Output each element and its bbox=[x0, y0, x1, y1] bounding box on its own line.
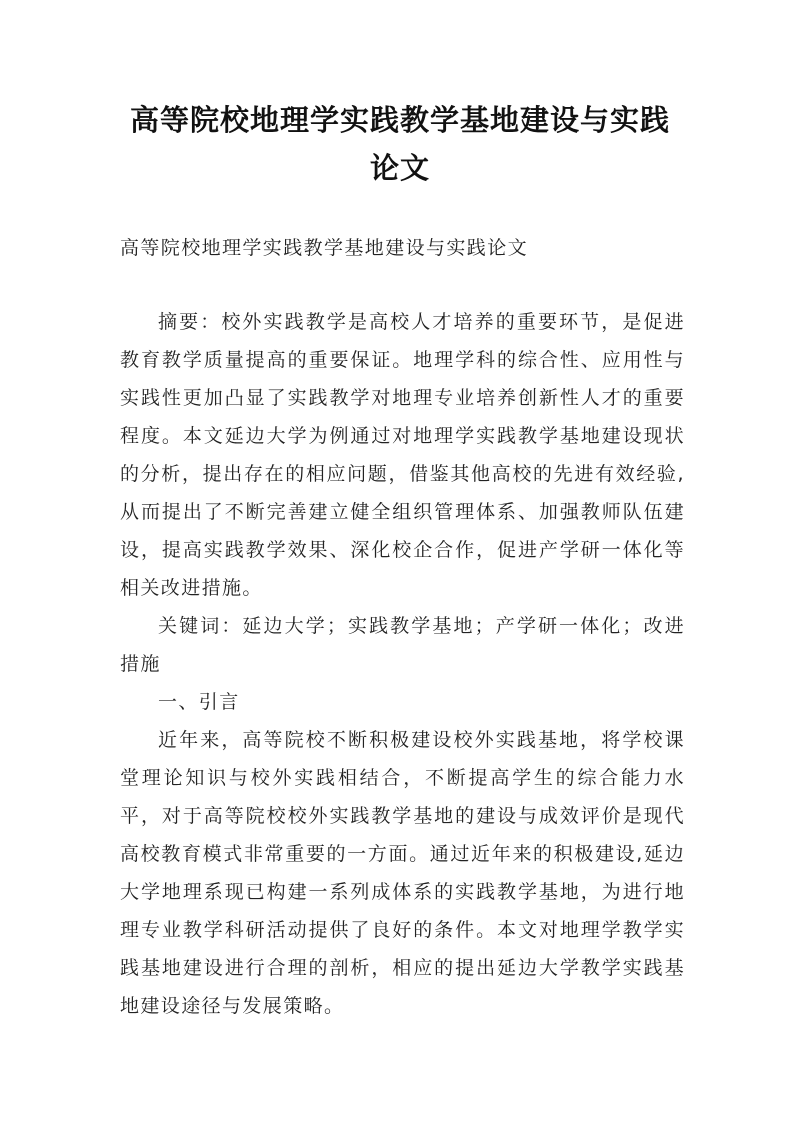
title-line-1: 高等院校地理学实践教学基地建设与实践 bbox=[129, 103, 670, 137]
section-heading: 一、引言 bbox=[158, 691, 240, 713]
document-title bbox=[100, 96, 700, 192]
keywords-paragraph: 关键词：延边大学；实践教学基地；产学研一体化；改进措施 bbox=[120, 615, 685, 675]
document-subtitle: 高等院校地理学实践教学基地建设与实践论文 bbox=[120, 237, 529, 259]
abstract-paragraph: 摘要：校外实践教学是高校人才培养的重要环节，是促进教育教学质量提高的重要保证。地理学科的综合性、应用性与实践性更加凸显了实践教学对地理专业培养创新性人才的重要程度。本文延边大学为例通过对地理学实践教学基地建设现状的分析，提出存在的相应问题，借鉴其他高校的先进有效经验,从而提出了不断完善建立健全组织管理体系、加强教师队伍建设，提高实践教学效果、深化校企合作，促进产学研一体化等相关改进措施。 bbox=[120, 311, 685, 599]
title-line-2: 论文 bbox=[369, 151, 430, 185]
intro-paragraph: 近年来，高等院校不断积极建设校外实践基地，将学校课堂理论知识与校外实践相结合，不断提高学生的综合能力水平，对于高等院校校外实践教学基地的建设与成效评价是现代高校教育模式非常重要的一方面。通过近年来的积极建设,延边大学地理系现已构建一系列成体系的实践教学基地，为进行地理专业教学科研活动提供了良好的条件。本文对地理学教学实践基地建设进行合理的剖析，相应的提出延边大学教学实践基地建设途径与发展策略。 bbox=[120, 729, 685, 1017]
body-section bbox=[120, 303, 685, 1025]
